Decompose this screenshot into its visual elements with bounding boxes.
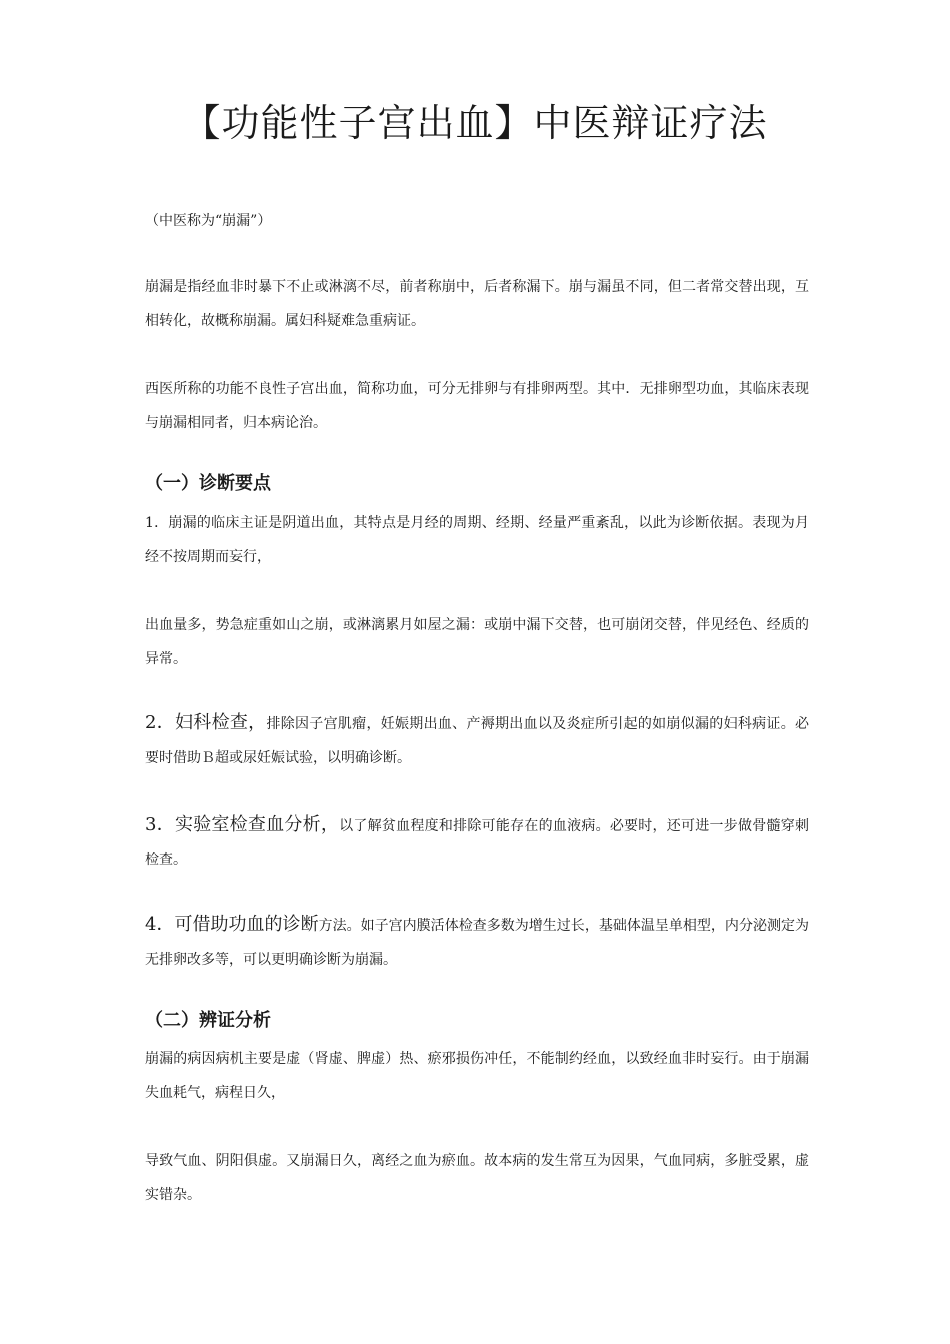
diagnosis-item-1: 1．崩漏的临床主证是阴道出血，其特点是月经的周期、经期、经量严重紊乱，以此为诊断依据。表现为月经不按周期而妄行， xyxy=(145,515,809,565)
analysis-paragraph-1: 崩漏的病因病机主要是虚（肾虚、脾虚）热、瘀邪损伤冲任，不能制约经血，以致经血非时妄行。由于崩漏失血耗气，病程日久， xyxy=(145,1051,809,1101)
diagnosis-item-4-lead: 4．可借助功血的诊断 xyxy=(145,914,319,935)
diagnosis-item-2-text: 排除因子宫肌瘤，妊娠期出血、产褥期出血以及炎症所引起的如崩似漏的妇科病证。必要时借助Ｂ超或尿妊娠试验，以明确诊断。 xyxy=(145,716,810,766)
subtitle: （中医称为“崩漏”） xyxy=(145,213,272,229)
diagnosis-item-3-text: 以了解贫血程度和排除可能存在的血液病。必要时，还可进一步做骨髓穿刺检查。 xyxy=(145,818,810,868)
diagnosis-item-1-continued: 出血量多，势急症重如山之崩，或淋漓累月如屋之漏：或崩中漏下交替，也可崩闭交替，伴见经色、经质的异常。 xyxy=(145,617,809,667)
section-heading-analysis: （二）辨证分析 xyxy=(145,1010,271,1031)
analysis-paragraph-2: 导致气血、阴阳俱虚。又崩漏日久，离经之血为瘀血。故本病的发生常互为因果，气血同病，多脏受累，虚实错杂。 xyxy=(145,1153,809,1203)
diagnosis-item-2-lead: 2．妇科检查， xyxy=(145,712,267,733)
diagnosis-item-4 xyxy=(145,908,809,977)
diagnosis-item-2 xyxy=(145,706,809,775)
intro-paragraph-1: 崩漏是指经血非时暴下不止或淋漓不尽，前者称崩中，后者称漏下。崩与漏虽不同，但二者常交替出现，互相转化，故概称崩漏。属妇科疑难急重病证。 xyxy=(145,279,809,329)
diagnosis-item-3 xyxy=(145,808,809,877)
intro-paragraph-2: 西医所称的功能不良性子宫出血，简称功血，可分无排卵与有排卵两型。其中．无排卵型功血，其临床表现与崩漏相同者，归本病论治。 xyxy=(145,381,809,431)
section-heading-diagnosis: （一）诊断要点 xyxy=(145,473,271,494)
diagnosis-item-4-text: 方法。如子宫内膜活体检查多数为增生过长，基础体温呈单相型，内分泌测定为无排卵改多等，可以更明确诊断为崩漏。 xyxy=(145,918,809,968)
document-title: 【功能性子宫出血】中医辩证疗法 xyxy=(182,101,768,145)
diagnosis-item-3-lead: 3．实验室检查血分析， xyxy=(145,814,340,835)
